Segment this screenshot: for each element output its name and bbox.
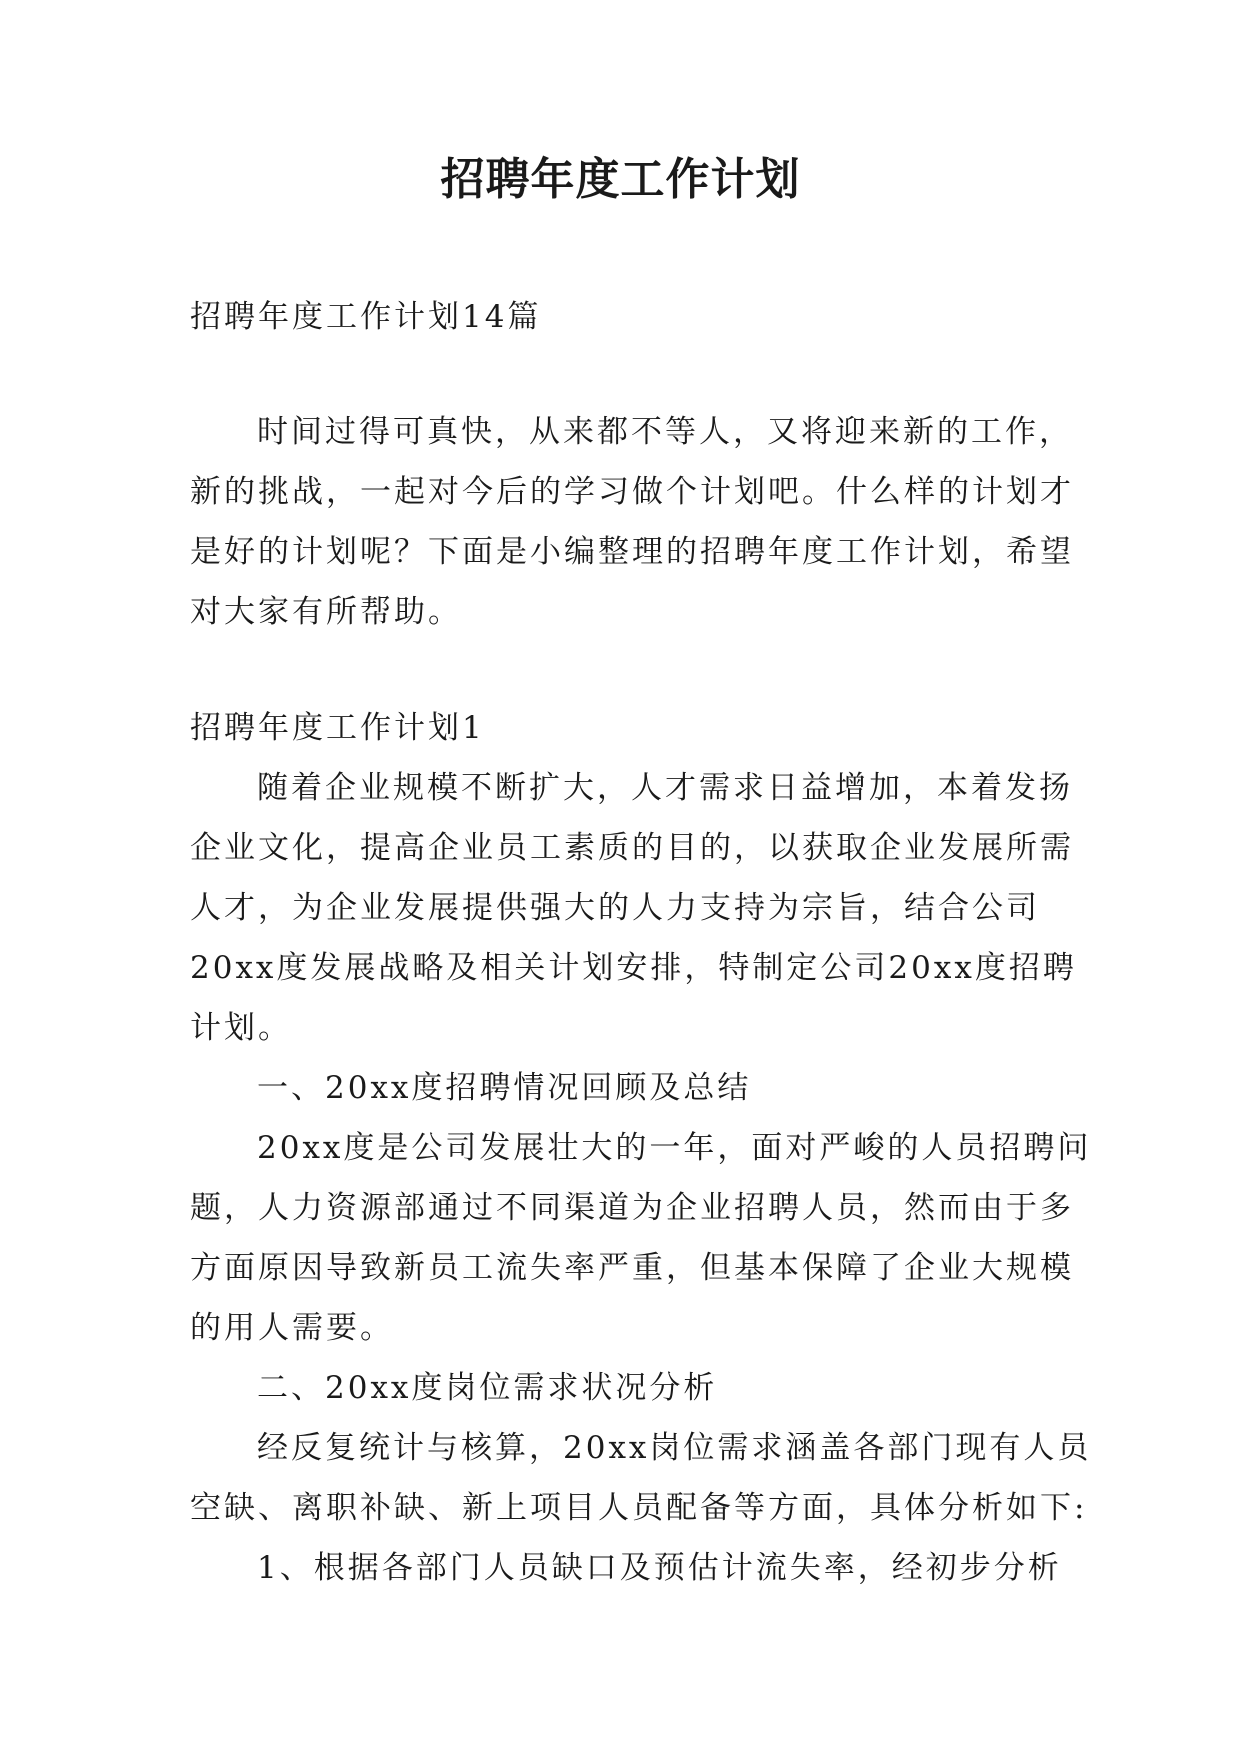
paragraph-line: 20xx度是公司发展壮大的一年，面对严峻的人员招聘问 bbox=[257, 1130, 1092, 1166]
section-heading: 一、20xx度招聘情况回顾及总结 bbox=[257, 1070, 752, 1106]
paragraph-line: 1、根据各部门人员缺口及预估计流失率，经初步分析 bbox=[257, 1550, 1062, 1586]
section-heading: 二、20xx度岗位需求状况分析 bbox=[257, 1370, 718, 1406]
paragraph-line: 空缺、离职补缺、新上项目人员配备等方面，具体分析如下: bbox=[190, 1490, 1088, 1526]
paragraph-line: 经反复统计与核算，20xx岗位需求涵盖各部门现有人员 bbox=[257, 1430, 1092, 1466]
paragraph-line: 对大家有所帮助。 bbox=[190, 594, 462, 630]
paragraph-line: 新的挑战，一起对今后的学习做个计划吧。什么样的计划才 bbox=[190, 474, 1074, 510]
document-title: 招聘年度工作计划 bbox=[440, 154, 801, 205]
paragraph-line: 20xx度发展战略及相关计划安排，特制定公司20xx度招聘 bbox=[190, 950, 1077, 986]
document-subtitle: 招聘年度工作计划14篇 bbox=[190, 299, 542, 335]
paragraph-line: 题，人力资源部通过不同渠道为企业招聘人员，然而由于多 bbox=[190, 1190, 1074, 1226]
section-heading: 招聘年度工作计划1 bbox=[190, 710, 485, 746]
paragraph-line: 随着企业规模不断扩大，人才需求日益增加，本着发扬 bbox=[257, 770, 1073, 806]
paragraph-line: 人才，为企业发展提供强大的人力支持为宗旨，结合公司 bbox=[190, 890, 1040, 926]
paragraph-line: 方面原因导致新员工流失率严重，但基本保障了企业大规模 bbox=[190, 1250, 1074, 1286]
paragraph-line: 的用人需要。 bbox=[190, 1310, 394, 1346]
paragraph-line: 是好的计划呢？下面是小编整理的招聘年度工作计划，希望 bbox=[190, 534, 1074, 570]
paragraph-line: 企业文化，提高企业员工素质的目的，以获取企业发展所需 bbox=[190, 830, 1074, 866]
paragraph-line: 计划。 bbox=[190, 1010, 292, 1046]
paragraph-line: 时间过得可真快，从来都不等人，又将迎来新的工作， bbox=[257, 414, 1073, 450]
